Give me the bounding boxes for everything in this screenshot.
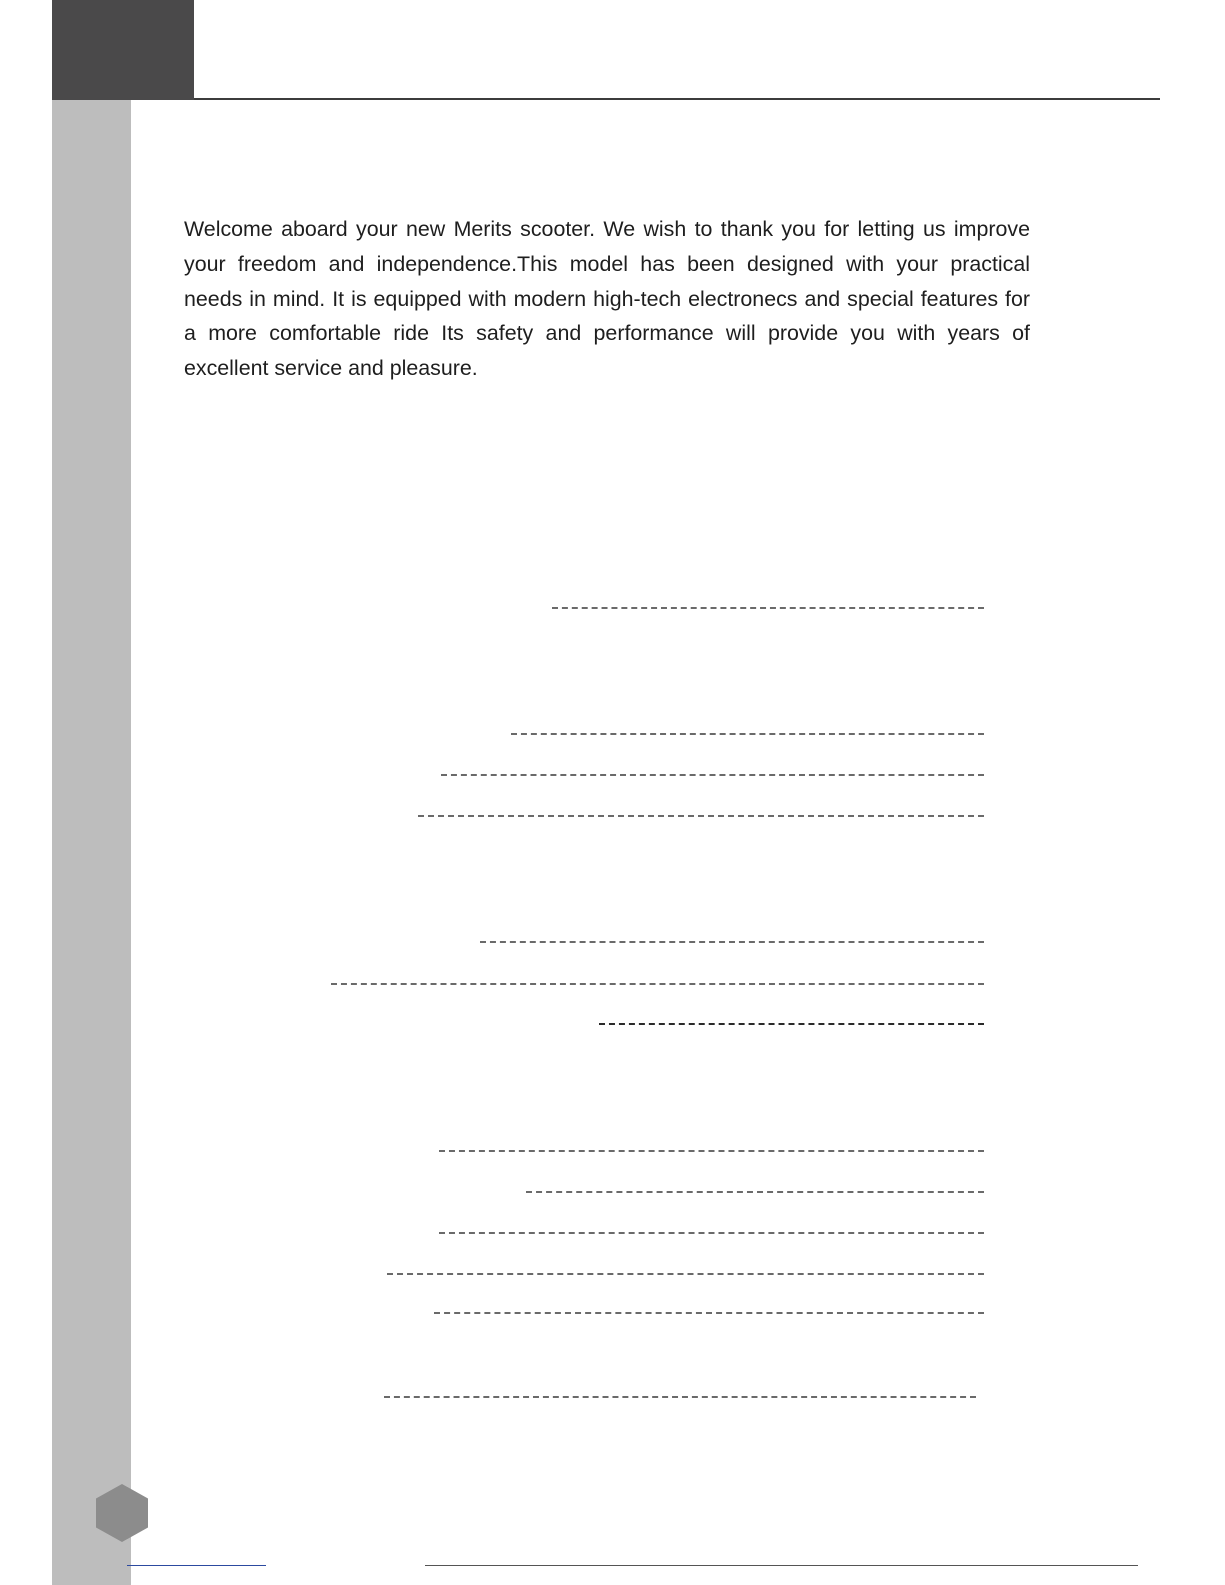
- toc-leader: [384, 1396, 976, 1398]
- page-number-badge: [96, 1484, 148, 1542]
- toc-leader: [441, 774, 984, 776]
- toc-leader: [439, 1232, 984, 1234]
- side-bar: [52, 100, 131, 1585]
- toc-leader: [418, 815, 984, 817]
- footer-rule: [425, 1565, 1138, 1566]
- toc-leader: [434, 1312, 984, 1314]
- toc-leader: [599, 1023, 984, 1025]
- header-rule: [194, 98, 1160, 100]
- toc-leader: [511, 733, 984, 735]
- toc-leader: [439, 1150, 984, 1152]
- footer-link-underline: [127, 1565, 266, 1566]
- toc-leader: [526, 1191, 984, 1193]
- intro-paragraph: Welcome aboard your new Merits scooter. We wish to thank you for letting us improve your freedom and independence.This model has been designed with your practical needs in mind. It is equipped with modern high-tech electronecs and special features for a more comfortable ride Its safety and performance will provide you with years of excellent service and pleasure.: [184, 217, 1030, 380]
- toc-leader: [552, 607, 984, 609]
- toc-leader: [387, 1273, 984, 1275]
- toc-leader: [331, 983, 984, 985]
- header-tab: [52, 0, 194, 100]
- toc-leader: [480, 941, 984, 943]
